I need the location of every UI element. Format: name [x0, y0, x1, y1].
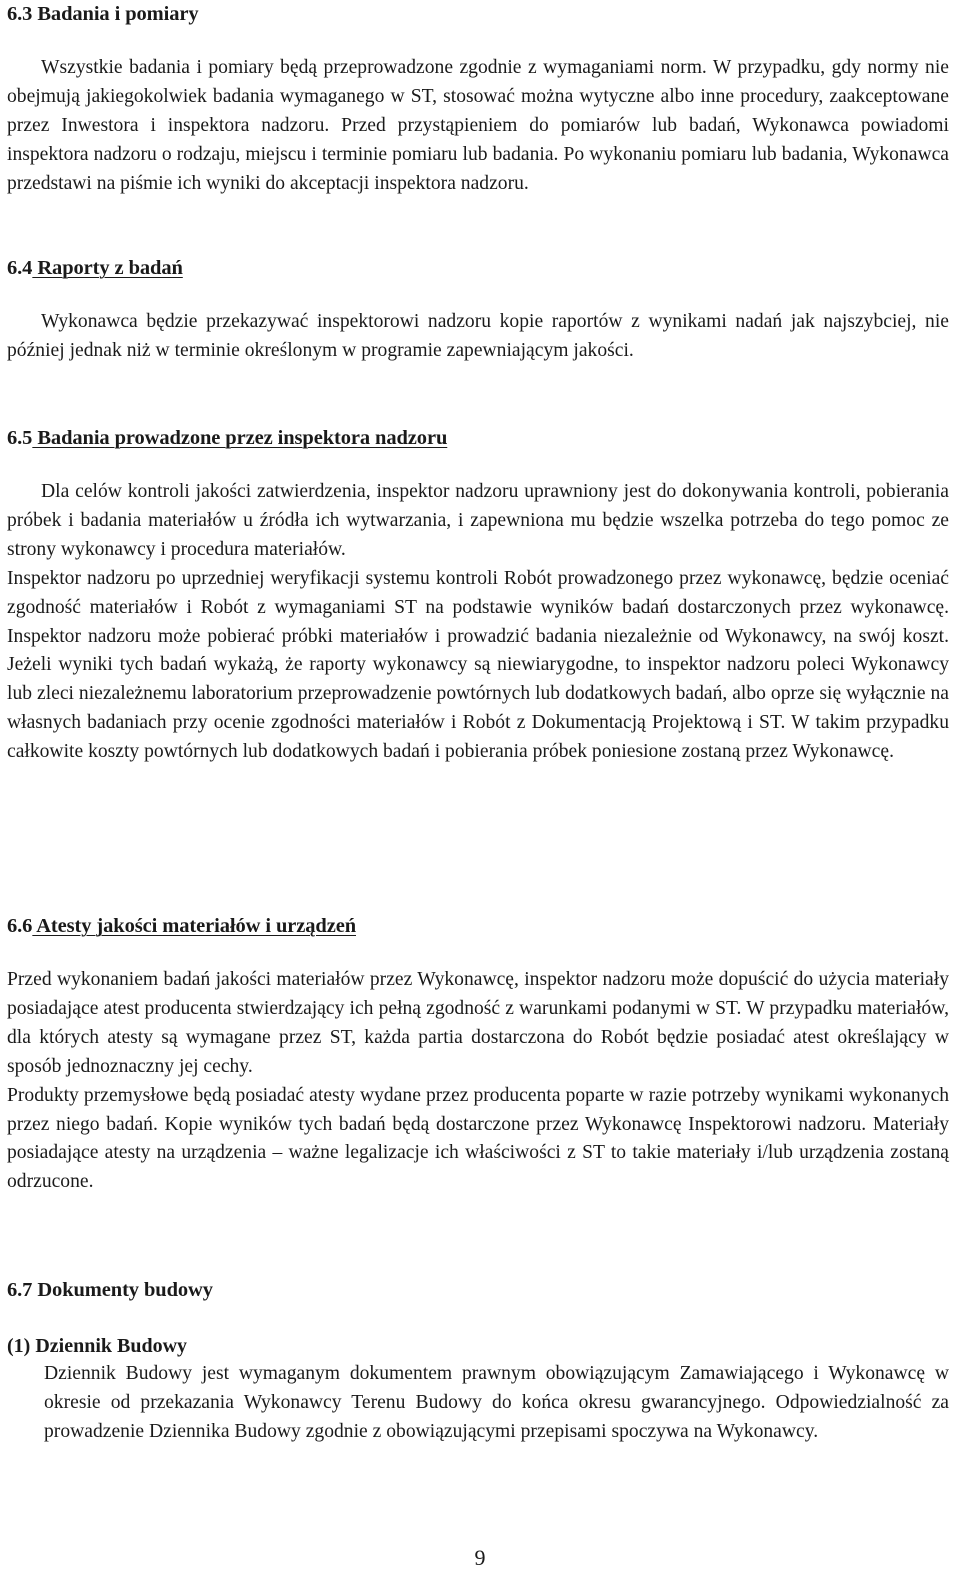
section-6-5-heading-text: Badania prowadzone przez inspektora nadzoru — [32, 427, 448, 449]
section-6-6 — [7, 912, 949, 1197]
subsection-dziennik-budowy-text: Dziennik Budowy jest wymaganym dokumentem prawnym obowiązującym Zamawiającego i Wykonawcę w okresie od przekazania Wykonawcy Terenu Budowy do końca okresu gwarancyjnego. Odpowiedzialność za prowadzenie Dziennika Budowy zgodnie z obowiązującymi przepisami spoczywa na Wykonawcy. — [44, 1363, 949, 1442]
section-6-5-title — [7, 424, 949, 452]
subsection-dziennik-budowy — [7, 1332, 949, 1447]
section-6-4-number: 6.4 — [7, 257, 33, 279]
section-6-6-number: 6.6 — [7, 915, 33, 937]
section-6-3-title: 6.3 Badania i pomiary — [7, 3, 199, 25]
section-6-6-heading-text: Atesty jakości materiałów i urządzeń — [32, 915, 356, 937]
section-6-4-title — [7, 254, 949, 282]
section-6-5-number: 6.5 — [7, 427, 33, 449]
subsection-dziennik-budowy-title: (1) Dziennik Budowy — [7, 1335, 188, 1357]
section-6-7 — [7, 1276, 949, 1447]
section-6-5 — [7, 424, 949, 767]
section-6-5-paragraph-1: Dla celów kontroli jakości zatwierdzenia, inspektor nadzoru uprawniony jest do dokonywania kontroli, pobierania próbek i badania materiałów u źródła ich wytwarzania, i zapewniona mu będzie wszelka potrzeba do tego pomoc ze strony wykonawcy i procedura materiałów. — [7, 481, 949, 560]
section-6-3 — [7, 0, 949, 199]
section-6-4-heading-text: Raporty z badań — [32, 257, 183, 279]
section-6-5-paragraph-2: Inspektor nadzoru po uprzedniej weryfikacji systemu kontroli Robót prowadzonego przez wykonawcę, będzie oceniać zgodność materiałów i Robót z wymaganiami ST na podstawie wyników badań dostarczonych przez wykonawcę. Inspektor nadzoru może pobierać próbki materiałów i prowadzić badania niezależnie od Wykonawcy, na swój koszt. Jeżeli wyniki tych badań wykażą, że raporty wykonawcy są niewiarygodne, to inspektor nadzoru poleci Wykonawcy lub zleci niezależnemu laboratorium przeprowadzenie powtórnych lub dodatkowych badań, albo oprze się wyłącznie na własnych badaniach przy ocenie zgodności materiałów i Robót z Dokumentacją Projektową i ST. W takim przypadku całkowite koszty powtórnych lub dodatkowych badań i pobierania próbek poniesione zostaną przez Wykonawcę. — [7, 567, 949, 763]
section-6-6-title — [7, 912, 949, 940]
section-6-7-title: 6.7 Dokumenty budowy — [7, 1279, 213, 1301]
section-6-6-paragraph-1: Przed wykonaniem badań jakości materiałów przez Wykonawcę, inspektor nadzoru może dopuścić do użycia materiały posiadające atest producenta stwierdzający ich pełną zgodność z warunkami podanymi w ST. W przypadku materiałów, dla których atesty są wymagane przez ST, każda partia dostarczona do Robót będzie posiadać atest określający w sposób jednoznaczny jej cechy. — [7, 969, 949, 1077]
page-number: 9 — [474, 1545, 486, 1570]
section-6-6-paragraph-2: Produkty przemysłowe będą posiadać atesty wydane przez producenta poparte w razie potrzeby wynikami wykonanych przez niego badań. Kopie wyników tych badań będą dostarczone przez Wykonawcę Inspektorowi nadzoru. Materiały posiadające atesty na urządzenia – ważne legalizacje ich właściwości z ST to takie materiały i/lub urządzenia zostaną odrzucone. — [7, 1084, 949, 1193]
section-6-4 — [7, 254, 949, 366]
section-6-4-paragraph: Wykonawca będzie przekazywać inspektorowi nadzoru kopie raportów z wynikami nadań jak najszybciej, nie później jednak niż w terminie określonym w programie zapewniającym jakości. — [7, 311, 949, 361]
section-6-3-paragraph: Wszystkie badania i pomiary będą przeprowadzone zgodnie z wymaganiami norm. W przypadku, gdy normy nie obejmują jakiegokolwiek badania wymaganego w ST, stosować można wytyczne albo inne procedury, zaakceptowane przez Inwestora i inspektora nadzoru. Przed przystąpieniem do pomiarów lub badań, Wykonawca powiadomi inspektora nadzoru o rodzaju, miejscu i terminie pomiaru lub badania. Po wykonaniu pomiaru lub badania, Wykonawca przedstawi na piśmie ich wyniki do akceptacji inspektora nadzoru. — [7, 57, 949, 194]
